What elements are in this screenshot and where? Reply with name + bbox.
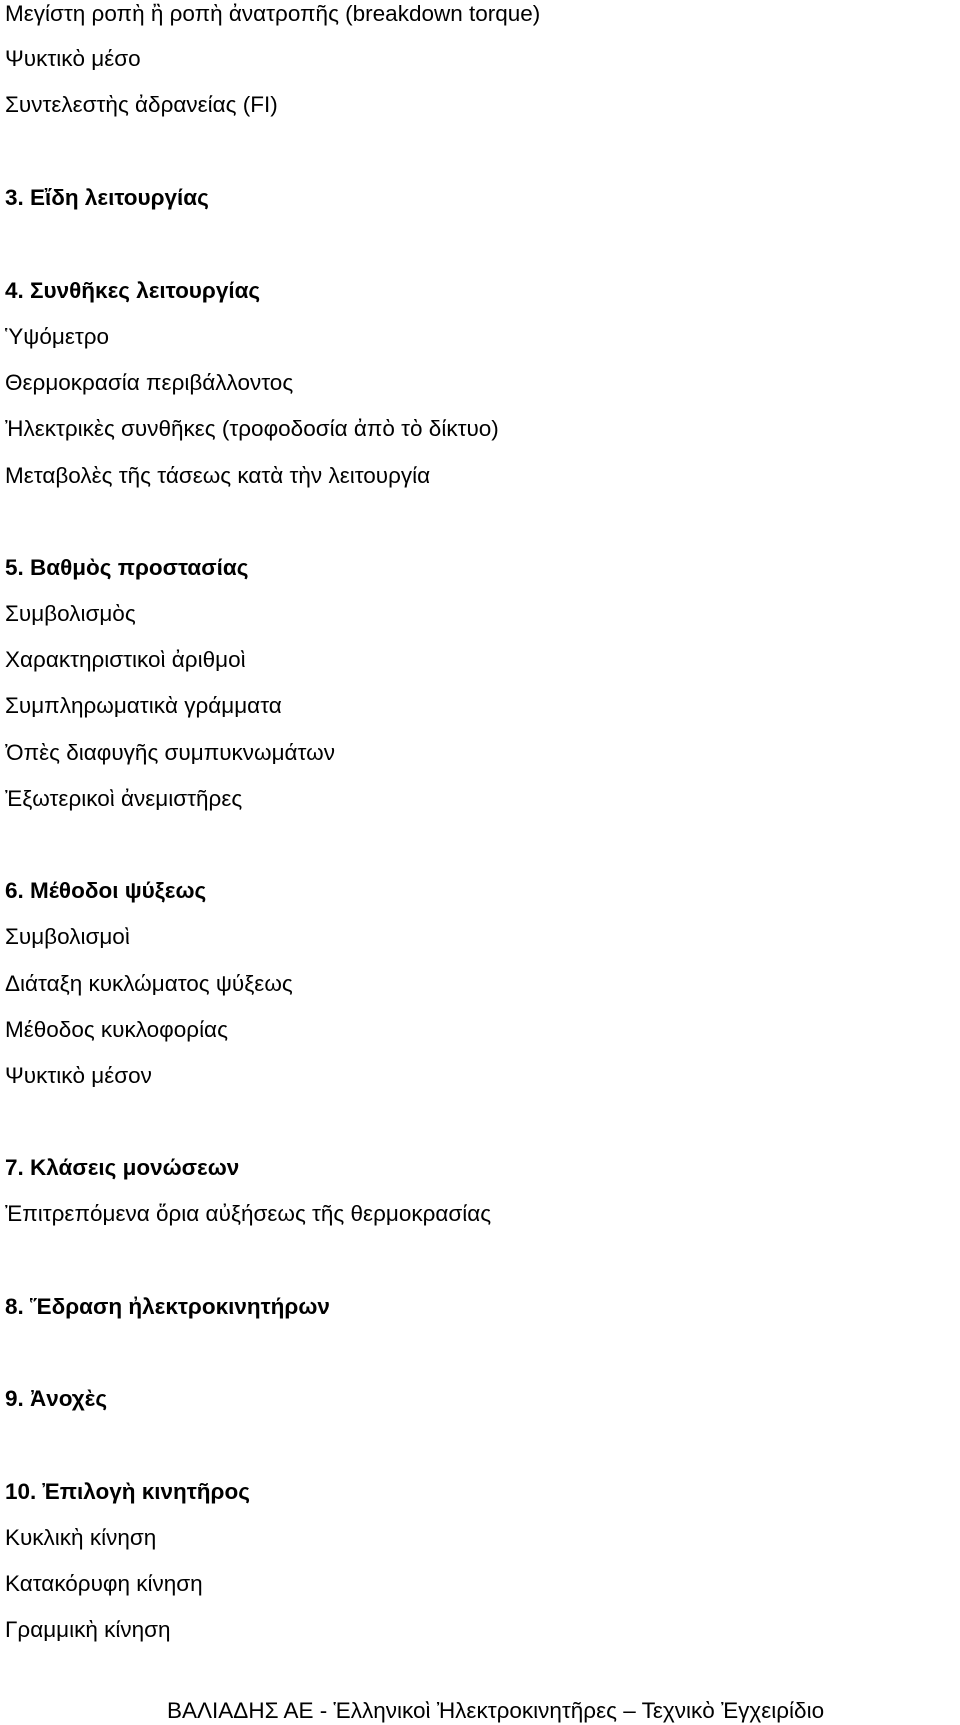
section-heading-9: 9. Ἀνοχὲς	[5, 1386, 108, 1411]
list-item: Συμβολισμοὶ	[5, 924, 130, 949]
section-heading-8: 8. Ἕδραση ἠλεκτροκινητήρων	[5, 1294, 330, 1319]
list-item: Ἐξωτερικοὶ ἀνεμιστῆρες	[5, 786, 243, 811]
list-item: Ἐπιτρεπόμενα ὅρια αὐξήσεως τῆς θερμοκρασίας	[5, 1201, 492, 1226]
list-item: Κυκλικὴ κίνηση	[5, 1525, 157, 1550]
list-item: Γραμμικὴ κίνηση	[5, 1617, 171, 1642]
list-item: Ὀπὲς διαφυγῆς συμπυκνωμάτων	[5, 740, 335, 765]
section-heading-10: 10. Ἐπιλογὴ κινητῆρος	[5, 1479, 250, 1504]
text-line-coolant: Ψυκτικὸ μέσο	[5, 46, 141, 71]
list-item: Ἠλεκτρικὲς συνθῆκες (τροφοδοσία ἀπὸ τὸ δίκτυο)	[5, 416, 499, 441]
text-line-inertia-factor: Συντελεστὴς ἀδρανείας (FI)	[5, 92, 278, 117]
list-item: Χαρακτηριστικοὶ ἀριθμοὶ	[5, 647, 246, 672]
section-heading-3: 3. Εἴδη λειτουργίας	[5, 185, 209, 210]
list-item: Συμβολισμὸς	[5, 601, 136, 626]
text-line-breakdown-torque: Μεγίστη ροπὴ ἢ ροπὴ ἀνατροπῆς (breakdown torque)	[5, 1, 541, 26]
list-item: Μεταβολὲς τῆς τάσεως κατὰ τὴν λειτουργία	[5, 463, 431, 488]
section-heading-5: 5. Βαθμὸς προστασίας	[5, 555, 249, 580]
list-item: Κατακόρυφη κίνηση	[5, 1571, 203, 1596]
section-heading-4: 4. Συνθῆκες λειτουργίας	[5, 278, 261, 303]
list-item: Συμπληρωματικὰ γράμματα	[5, 693, 282, 718]
list-item: Θερμοκρασία περιβάλλοντος	[5, 370, 294, 395]
page-footer: ΒΑΛΙΑΔΗΣ ΑΕ - Ἑλληνικοὶ Ἠλεκτροκινητῆρες – Τεχνικὸ Ἐγχειρίδιο	[167, 1698, 825, 1723]
section-heading-7: 7. Κλάσεις μονώσεων	[5, 1155, 240, 1180]
list-item: Μέθοδος κυκλοφορίας	[5, 1017, 228, 1042]
list-item: Ψυκτικὸ μέσον	[5, 1063, 152, 1088]
list-item: Διάταξη κυκλώματος ψύξεως	[5, 971, 293, 996]
section-heading-6: 6. Μέθοδοι ψύξεως	[5, 878, 207, 903]
list-item: Ὑψόμετρο	[5, 324, 110, 349]
